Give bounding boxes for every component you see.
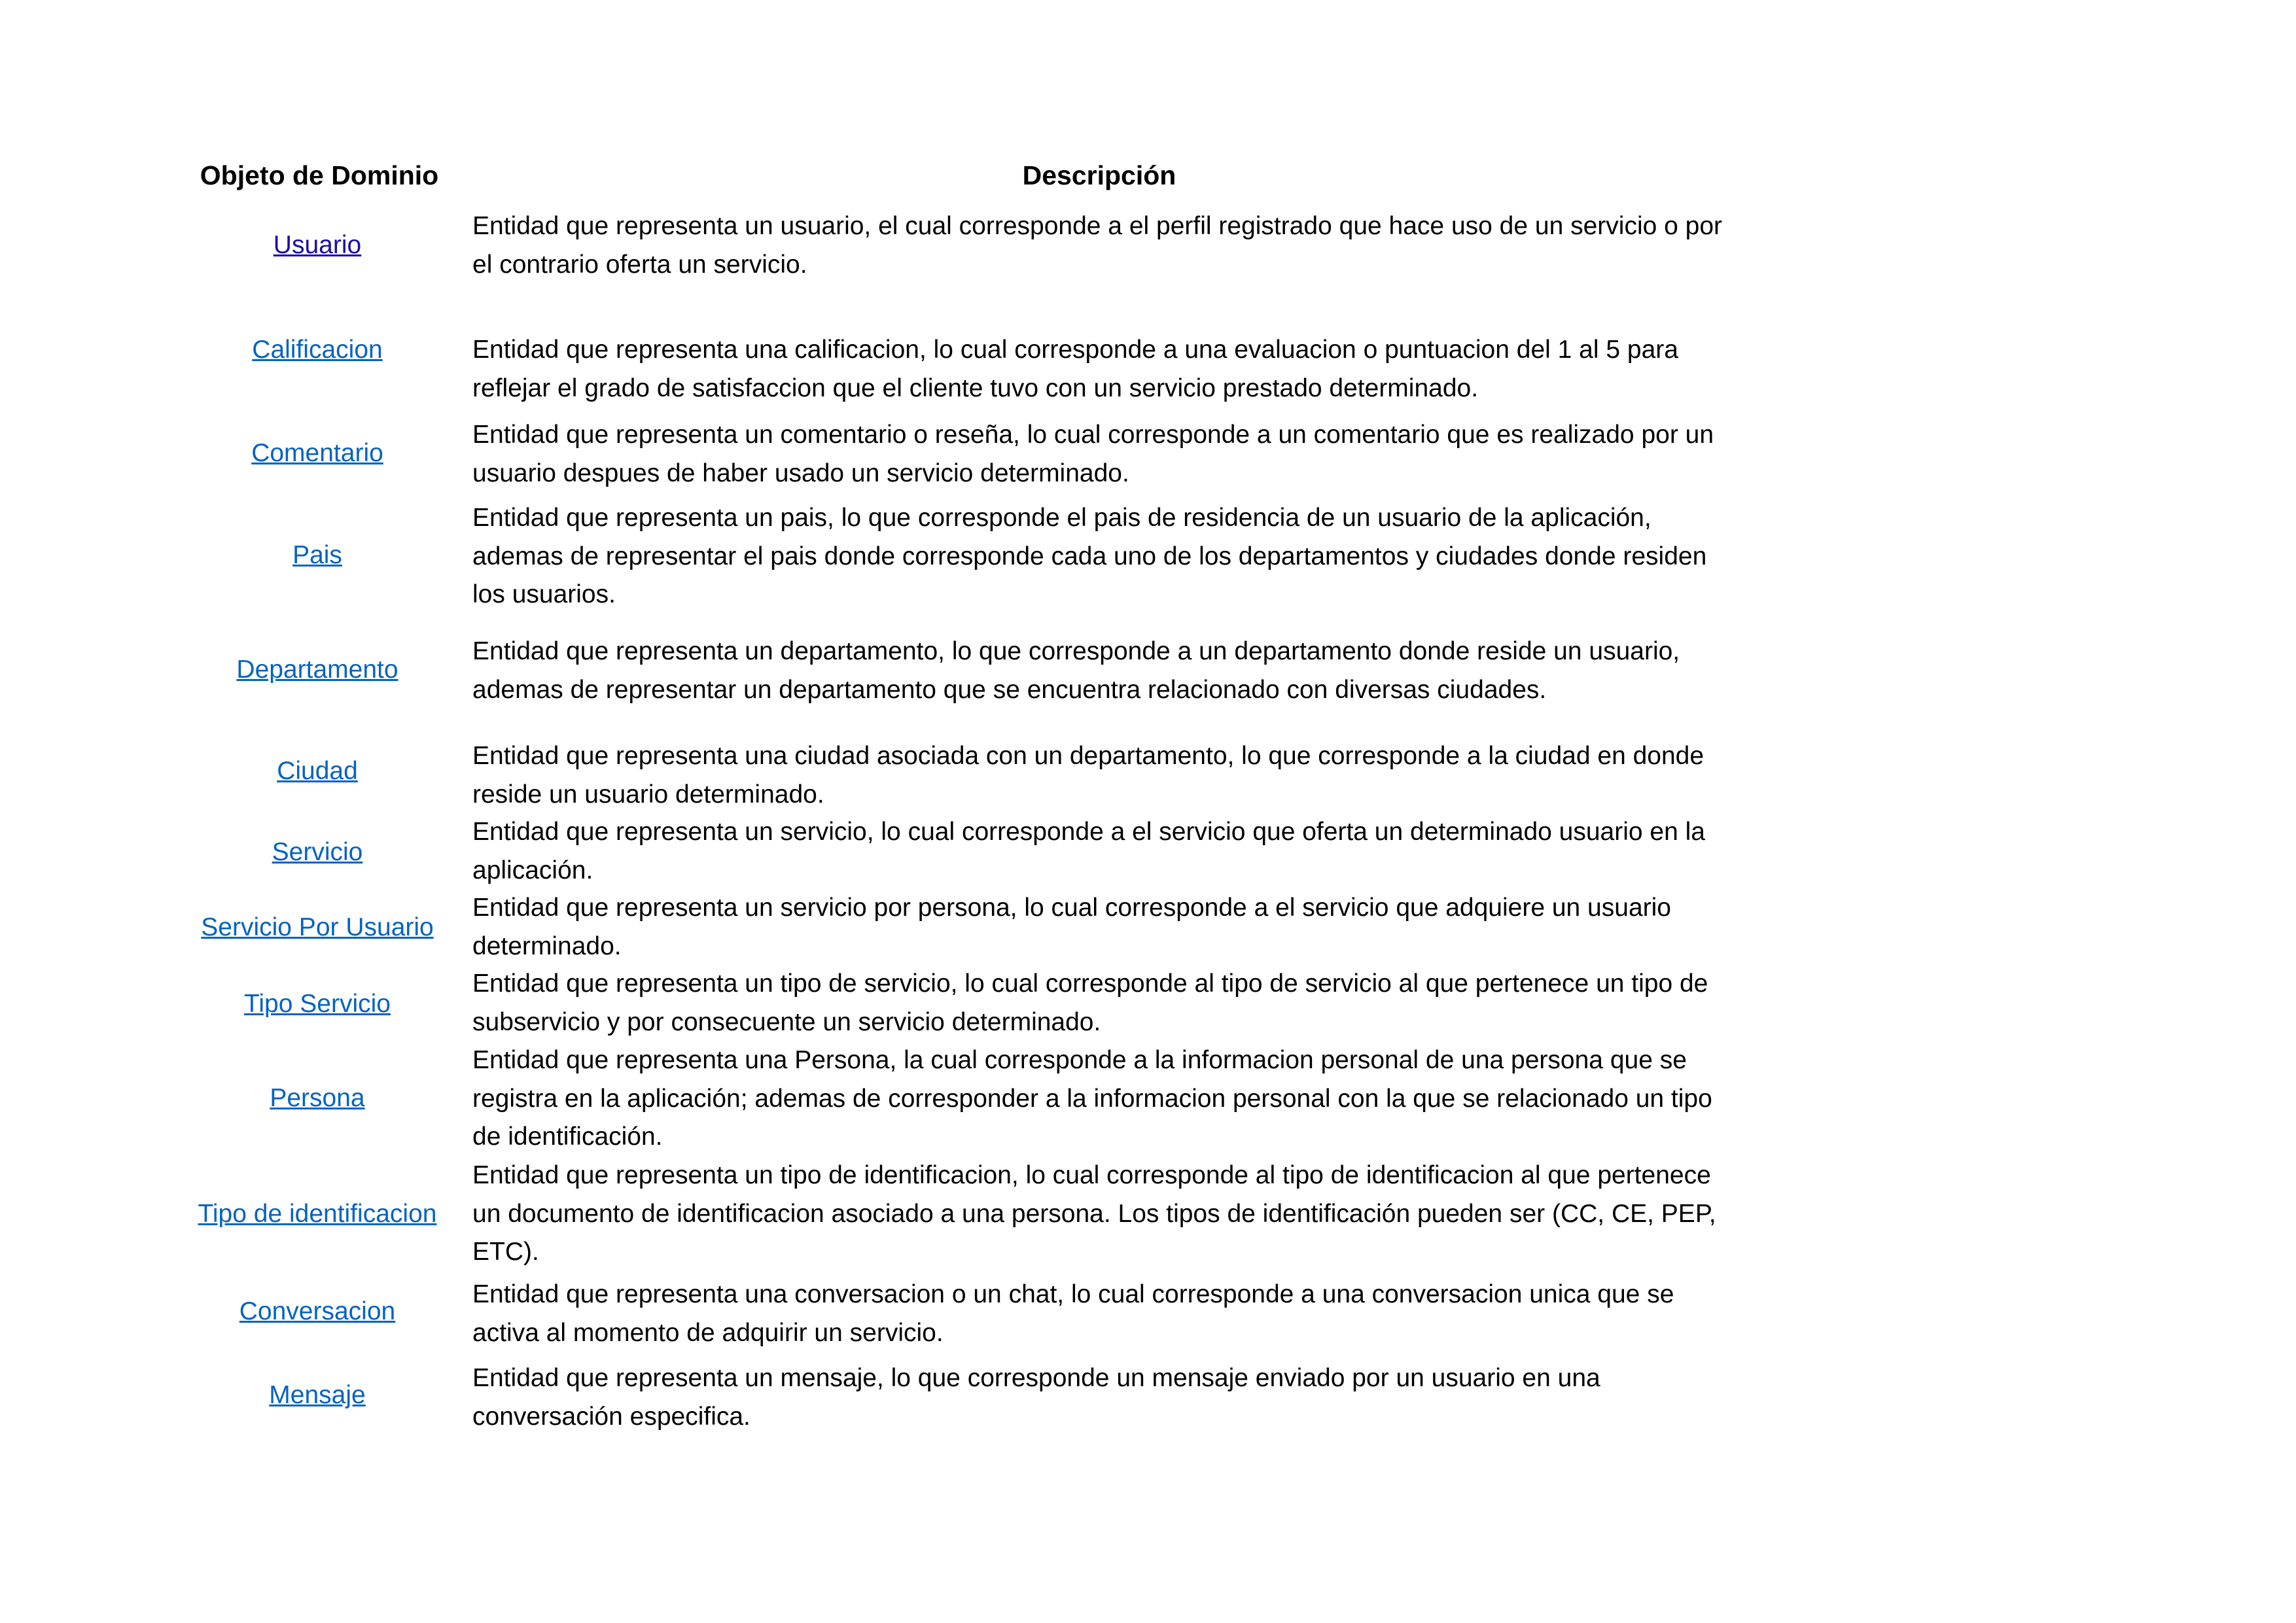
description-tipo-de-identificacion: Entidad que representa un tipo de identificacion, lo cual corresponde al tipo de identificacion al que pertenece un documento de identificacion asociado a una persona. Los tipos de identificación pueden ser (CC, CE, PEP, ETC). xyxy=(472,1161,1716,1266)
description-ciudad: Entidad que representa una ciudad asociada con un departamento, lo que corresponde a la ciudad en donde reside un usuario determinado. xyxy=(472,742,1704,809)
description-servicio-por-usuario: Entidad que representa un servicio por persona, lo cual corresponde a el servicio que adquiere un usuario determinado. xyxy=(472,894,1671,960)
term-link-usuario[interactable]: Usuario xyxy=(273,231,362,259)
term-link-mensaje[interactable]: Mensaje xyxy=(269,1381,366,1409)
description-persona: Entidad que representa una Persona, la cual corresponde a la informacion personal de una persona que se registra en la aplicación; ademas de corresponder a la informacion personal con la que se relacionado un tipo de identificación. xyxy=(472,1046,1712,1151)
term-link-persona[interactable]: Persona xyxy=(270,1084,365,1112)
description-comentario: Entidad que representa un comentario o reseña, lo cual corresponde a un comentario que es realizado por un usuario despues de haber usado un servicio determinado. xyxy=(472,421,1714,487)
description-usuario: Entidad que representa un usuario, el cual corresponde a el perfil registrado que hace uso de un servicio o por el contrario oferta un servicio. xyxy=(472,212,1723,279)
term-link-calificacion[interactable]: Calificacion xyxy=(252,336,383,364)
description-conversacion: Entidad que representa una conversacion o un chat, lo cual corresponde a una conversacion unica que se activa al momento de adquirir un servicio. xyxy=(472,1280,1674,1347)
term-link-departamento[interactable]: Departamento xyxy=(236,655,398,684)
description-departamento: Entidad que representa un departamento, lo que corresponde a un departamento donde reside un usuario, ademas de representar un departamento que se encuentra relacionado con diversas ciudades. xyxy=(472,637,1680,704)
term-link-servicio-por-usuario[interactable]: Servicio Por Usuario xyxy=(201,913,434,941)
header-description-column: Descripción xyxy=(1022,160,1176,190)
term-link-pais[interactable]: Pais xyxy=(292,541,342,569)
description-calificacion: Entidad que representa una calificacion, lo cual corresponde a una evaluacion o puntuacion del 1 al 5 para reflejar el grado de satisfaccion que el cliente tuvo con un servicio prestado determinado. xyxy=(472,336,1678,402)
term-link-tipo-de-identificacion[interactable]: Tipo de identificacion xyxy=(198,1200,437,1228)
description-mensaje: Entidad que representa un mensaje, lo que corresponde un mensaje enviado por un usuario en una conversación especifica. xyxy=(472,1364,1600,1431)
description-servicio: Entidad que representa un servicio, lo cual corresponde a el servicio que oferta un determinado usuario en la aplicación. xyxy=(472,818,1705,884)
term-link-servicio[interactable]: Servicio xyxy=(272,838,363,866)
term-link-tipo-servicio[interactable]: Tipo Servicio xyxy=(244,990,391,1018)
header-object-column: Objeto de Dominio xyxy=(200,160,439,190)
term-link-comentario[interactable]: Comentario xyxy=(251,439,383,467)
description-tipo-servicio: Entidad que representa un tipo de servicio, lo cual corresponde al tipo de servicio al que pertenece un tipo de subservicio y por consecuente un servicio determinado. xyxy=(472,969,1708,1036)
description-pais: Entidad que representa un pais, lo que corresponde el pais de residencia de un usuario de la aplicación, ademas de representar el pais donde corresponde cada uno de los departamentos y ciudades donde residen los usuarios. xyxy=(472,504,1707,608)
term-link-ciudad[interactable]: Ciudad xyxy=(277,757,358,785)
term-link-conversacion[interactable]: Conversacion xyxy=(239,1297,396,1325)
